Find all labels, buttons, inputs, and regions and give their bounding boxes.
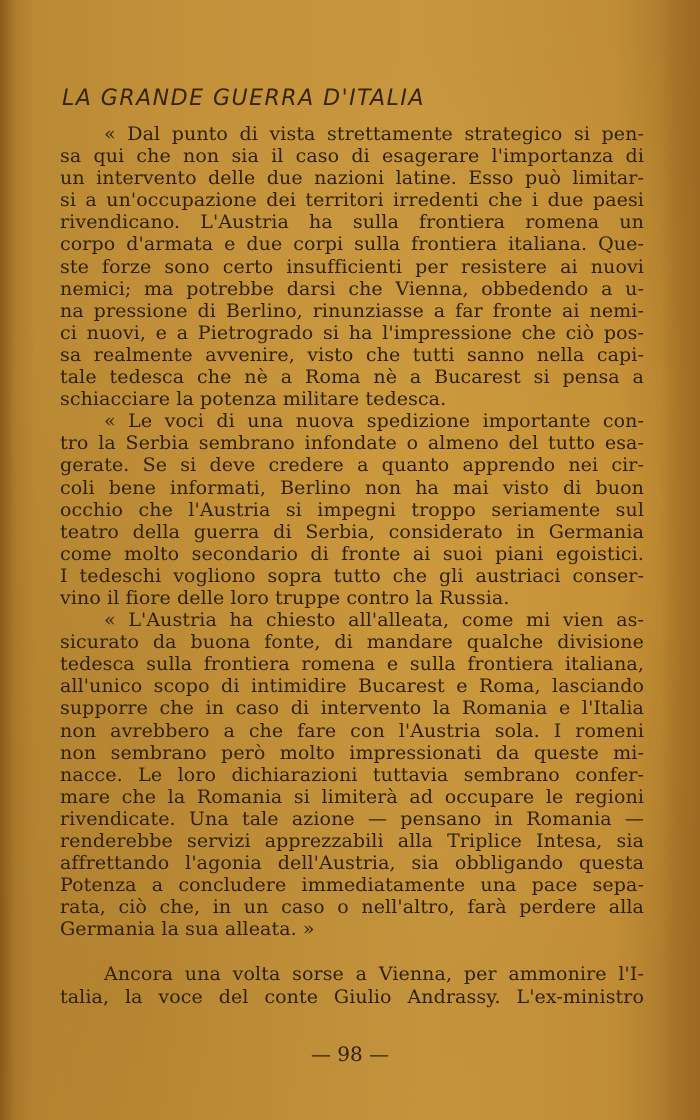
page-right-shadow xyxy=(660,0,700,1120)
text-line: corpo d'armata e due corpi sulla frontiera italiana. Que- xyxy=(60,233,644,256)
page-left-shadow xyxy=(0,0,14,1120)
text-line: non avrebbero a che fare con l'Austria sola. I romeni xyxy=(60,719,644,742)
paragraph-gap xyxy=(60,940,644,963)
text-line: rivendicano. L'Austria ha sulla frontiera romena un xyxy=(60,211,644,234)
text-line: sicurato da buona fonte, di mandare qualche divisione xyxy=(60,631,644,654)
text-line: talia, la voce del conte Giulio Andrassy. L'ex-ministro xyxy=(60,985,644,1008)
text-line: ci nuovi, e a Pietrogrado si ha l'impressione che ciò pos- xyxy=(60,321,644,344)
text-line: « Le voci di una nuova spedizione importante con- xyxy=(104,410,644,433)
text-line: mare che la Romania si limiterà ad occupare le regioni xyxy=(60,785,644,808)
running-title: LA GRANDE GUERRA D'ITALIA xyxy=(62,86,425,111)
text-line: nacce. Le loro dichiarazioni tuttavia sembrano confer- xyxy=(60,763,644,786)
text-line: Ancora una volta sorse a Vienna, per ammonire l'I- xyxy=(104,963,644,986)
text-line: schiacciare la potenza militare tedesca. xyxy=(60,388,447,411)
text-line: rata, ciò che, in un caso o nell'altro, farà perdere alla xyxy=(60,896,644,919)
text-line: occhio che l'Austria si impegni troppo seriamente sul xyxy=(60,498,644,521)
paragraph-4 xyxy=(60,963,644,1007)
text-line: vino il fiore delle loro truppe contro la Russia. xyxy=(60,586,510,609)
text-line: na pressione di Berlino, rinunziasse a far fronte ai nemi- xyxy=(60,299,644,322)
text-line: tale tedesca che nè a Roma nè a Bucarest si pensa a xyxy=(60,366,644,389)
text-line: I tedeschi vogliono sopra tutto che gli austriaci conser- xyxy=(60,564,644,587)
text-line: renderebbe servizi apprezzabili alla Triplice Intesa, sia xyxy=(60,830,644,852)
text-line: all'unico scopo di intimidire Bucarest e Roma, lasciando xyxy=(60,675,644,698)
text-line: sa realmente avvenire, visto che tutti sanno nella capi- xyxy=(60,343,644,366)
text-line: ste forze sono certo insufficienti per resistere ai nuovi xyxy=(60,255,644,278)
text-line: Germania la sua alleata. » xyxy=(60,918,315,941)
paragraph-2 xyxy=(60,410,644,609)
text-line: si a un'occupazione dei territori irredenti che i due paesi xyxy=(60,189,644,212)
paragraph-3 xyxy=(60,609,644,940)
text-line: affrettando l'agonia dell'Austria, sia obbligando questa xyxy=(60,852,644,875)
text-line: non sembrano però molto impressionati da queste mi- xyxy=(60,741,644,764)
text-line: rivendicate. Una tale azione — pensano in Romania — xyxy=(60,807,644,830)
text-line: teatro della guerra di Serbia, considerato in Germania xyxy=(60,520,644,543)
text-line: supporre che in caso di intervento la Romania e l'Italia xyxy=(60,697,644,720)
text-line: un intervento delle due nazioni latine. Esso può limitar- xyxy=(60,167,644,190)
text-line: Potenza a concludere immediatamente una pace sepa- xyxy=(60,874,644,897)
text-line: come molto secondario di fronte ai suoi piani egoistici. xyxy=(60,542,644,565)
text-line: coli bene informati, Berlino non ha mai visto di buon xyxy=(60,476,644,499)
paragraph-1 xyxy=(60,123,644,410)
page-number: — 98 — xyxy=(310,1042,390,1066)
text-line: « Dal punto di vista strettamente strategico si pen- xyxy=(104,123,644,145)
text-line: gerate. Se si deve credere a quanto apprendo nei cir- xyxy=(60,454,644,477)
text-line: tro la Serbia sembrano infondate o almeno del tutto esa- xyxy=(60,432,644,455)
text-line: sa qui che non sia il caso di esagerare l'importanza di xyxy=(60,145,644,168)
text-line: nemici; ma potrebbe darsi che Vienna, obbedendo a u- xyxy=(60,277,644,300)
text-line: « L'Austria ha chiesto all'alleata, come mi vien as- xyxy=(104,609,644,632)
text-line: tedesca sulla frontiera romena e sulla frontiera italiana, xyxy=(60,653,644,676)
body-text xyxy=(60,123,644,1008)
